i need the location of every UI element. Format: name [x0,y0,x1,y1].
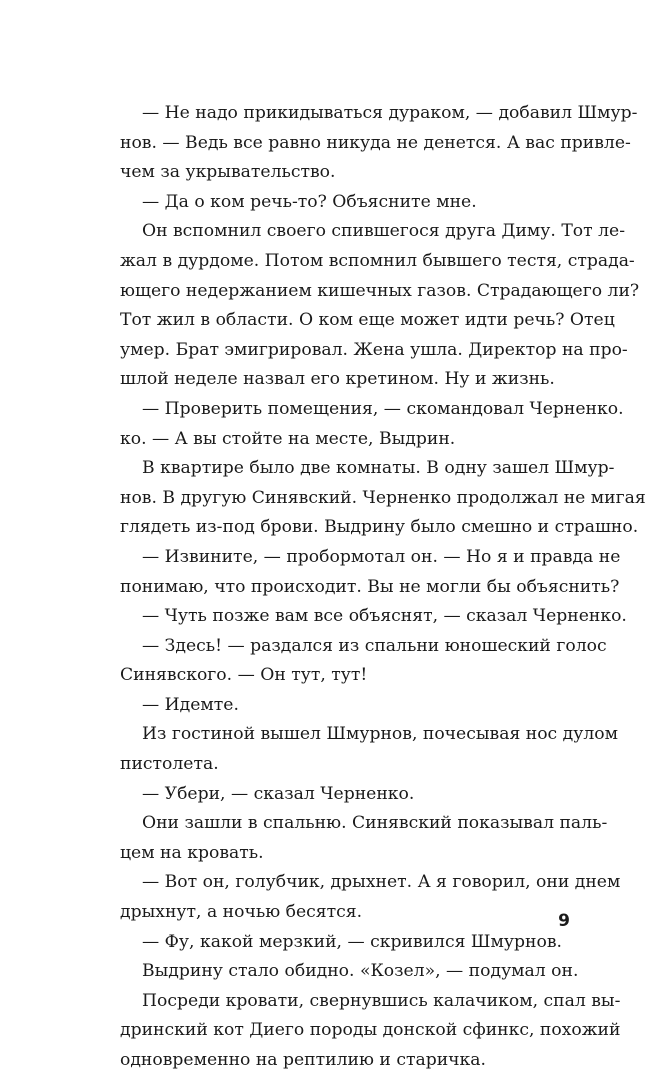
text-line: одновременно на рептилию и старичка. [120,1050,486,1070]
text-line: нов. В другую Синявский. Черненко продолжал не мигая [120,487,646,508]
body-text [120,99,646,1076]
text-line: — Чуть позже вам все объяснят, — сказал Черненко. [142,606,627,627]
text-line: В квартире было две комнаты. В одну зашел Шмур- [142,458,615,479]
text-line: — Проверить помещения, — скомандовал Черненко. [142,398,624,419]
text-line: Синявского. — Он тут, тут! [120,665,368,686]
text-line: — Убери, — сказал Черненко. [142,783,415,804]
text-line: жал в дурдоме. Потом вспомнил бывшего тестя, страда- [120,250,635,271]
text-line: — Вот он, голубчик, дрыхнет. А я говорил, они днем [142,872,621,893]
text-line: понимаю, что происходит. Вы не могли бы объяснить? [120,576,620,597]
text-line: нов. — Ведь все равно никуда не денется. А вас привле- [120,132,631,153]
text-line: — Идемте. [142,694,239,715]
text-line: Из гостиной вышел Шмурнов, почесывая нос дулом [142,724,618,745]
text-line: Они зашли в спальню. Синявский показывал паль- [142,813,608,834]
text-line: — Извините, — пробормотал он. — Но я и правда не [142,546,621,567]
text-line: умер. Брат эмигрировал. Жена ушла. Директор на про- [120,339,628,360]
text-line: — Здесь! — раздался из спальни юношеский голос [142,635,607,656]
text-line: ющего недержанием кишечных газов. Страдающего ли? [120,280,640,301]
text-line: чем за укрывательство. [120,162,336,183]
text-line: Он вспомнил своего спившегося друга Диму. Тот ле- [142,221,625,242]
text-line: дрыхнут, а ночью бесятся. [120,902,363,923]
text-line: Посреди кровати, свернувшись калачиком, спал вы- [142,990,621,1011]
text-line: шлой неделе назвал его кретином. Ну и жизнь. [120,369,555,390]
page-number: 9 [558,911,570,931]
text-line: — Не надо прикидываться дураком, — добавил Шмур- [142,103,638,123]
text-line: Выдрину стало обидно. «Козел», — подумал он. [142,961,579,982]
text-line: — Фу, какой мерзкий, — скривился Шмурнов. [142,931,562,952]
text-line: глядеть из-под брови. Выдрину было смешно и страшно. [120,517,639,538]
text-line: ко. — А вы стойте на месте, Выдрин. [120,428,456,449]
text-line: пистолета. [120,754,219,775]
text-line: дринский кот Диего породы донской сфинкс, похожий [120,1020,621,1041]
text-line: цем на кровать. [120,842,264,863]
text-line: — Да о ком речь-то? Объясните мне. [142,191,477,212]
text-line: Тот жил в области. О ком еще может идти речь? Отец [120,310,615,331]
